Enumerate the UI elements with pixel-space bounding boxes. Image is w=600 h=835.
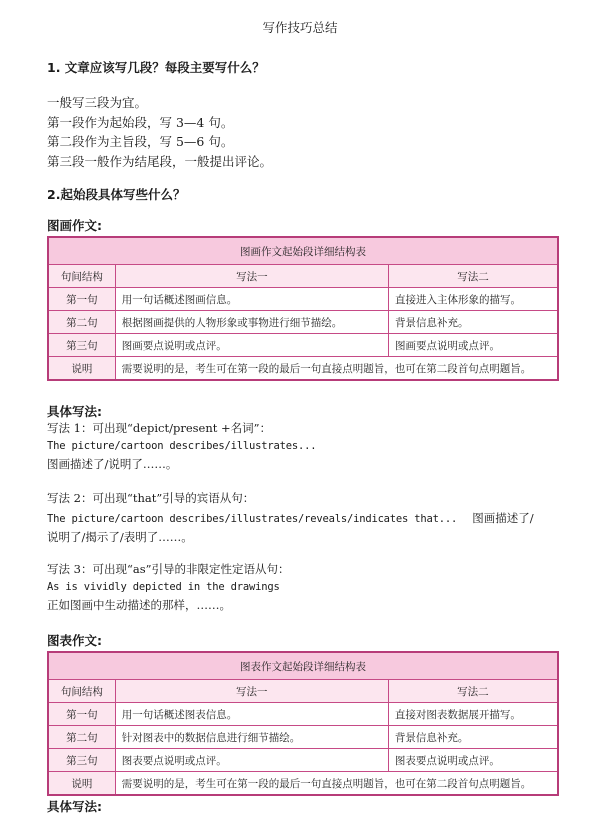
chart-essay-heading: 图表作文: xyxy=(47,633,102,648)
picture-structure-table xyxy=(47,236,559,381)
picture-essay-heading: 图画作文: xyxy=(47,218,102,233)
cell: 用一句话概述图画信息。 xyxy=(115,288,388,311)
table-row xyxy=(48,288,558,311)
table-row xyxy=(48,311,558,334)
table-header: 写法二 xyxy=(388,680,558,703)
question-1-answer xyxy=(47,93,272,171)
method-example: The picture/cartoon describes/illustrates/reveals/indicates that... xyxy=(47,513,458,525)
chart-methods-heading: 具体写法: xyxy=(47,799,102,814)
cell: 图表要点说明或点评。 xyxy=(115,749,388,772)
row-label: 第二句 xyxy=(48,311,115,334)
row-label: 第三句 xyxy=(48,334,115,357)
answer-line: 一般写三段为宜。 xyxy=(47,95,148,110)
method-3 xyxy=(47,560,290,614)
method-translation: 图画描述了/说明了……。 xyxy=(47,457,178,471)
row-label: 第一句 xyxy=(48,703,115,726)
note-cell: 需要说明的是，考生可在第一段的最后一句直接点明题旨，也可在第二段首句点明题旨。 xyxy=(115,772,558,796)
method-translation: 正如图画中生动描述的那样，……。 xyxy=(47,598,231,612)
table-row xyxy=(48,703,558,726)
cell: 用一句话概述图表信息。 xyxy=(115,703,388,726)
cell: 图画要点说明或点评。 xyxy=(389,334,558,357)
row-label: 说明 xyxy=(48,772,115,796)
chart-structure-table xyxy=(47,651,559,796)
row-label: 第三句 xyxy=(48,749,115,772)
table-row xyxy=(48,357,558,381)
answer-line: 第一段作为起始段，写 3—4 句。 xyxy=(47,114,234,130)
picture-methods-heading: 具体写法: xyxy=(47,404,102,419)
method-line: 写法 1：可出现“depict/present +名词”： xyxy=(47,421,272,435)
cell: 图画要点说明或点评。 xyxy=(115,334,388,357)
table-row xyxy=(48,772,558,796)
cell: 针对图表中的数据信息进行细节描绘。 xyxy=(115,726,388,749)
question-2-heading: 2.起始段具体写些什么？ xyxy=(47,187,186,202)
cell: 直接对图表数据展开描写。 xyxy=(388,703,558,726)
method-example: As is vividly depicted in the drawings xyxy=(47,581,280,593)
cell: 图表要点说明或点评。 xyxy=(388,749,558,772)
table-row xyxy=(48,726,558,749)
table-header: 句间结构 xyxy=(48,680,115,703)
row-label: 第二句 xyxy=(48,726,115,749)
method-2 xyxy=(47,489,534,546)
table-header: 句间结构 xyxy=(48,265,115,288)
cell: 根据图画提供的人物形象或事物进行细节描绘。 xyxy=(115,311,388,334)
table-row xyxy=(48,334,558,357)
document-title: 写作技巧总结 xyxy=(262,20,338,35)
cell: 背景信息补充。 xyxy=(388,726,558,749)
note-cell: 需要说明的是，考生可在第一段的最后一句直接点明题旨，也可在第二段首句点明题旨。 xyxy=(115,357,558,381)
table-header: 写法一 xyxy=(115,265,388,288)
answer-line: 第二段作为主旨段，写 5—6 句。 xyxy=(47,134,234,149)
method-translation: 说明了/揭示了/表明了……。 xyxy=(47,530,193,544)
question-1-heading: 1. 文章应该写几段？每段主要写什么？ xyxy=(47,60,265,75)
method-line: 写法 3：可出现“as”引导的非限定性定语从句： xyxy=(47,562,290,576)
method-translation: 图画描述了/ xyxy=(472,511,534,525)
table-caption: 图表作文起始段详细结构表 xyxy=(48,652,558,680)
cell: 直接进入主体形象的描写。 xyxy=(389,288,558,311)
method-example: The picture/cartoon describes/illustrates... xyxy=(47,440,317,452)
table-caption: 图画作文起始段详细结构表 xyxy=(48,237,558,265)
method-line: 写法 2：可出现“that”引导的宾语从句： xyxy=(47,491,255,505)
method-1 xyxy=(47,419,316,473)
table-row xyxy=(48,749,558,772)
table-header: 写法一 xyxy=(115,680,388,703)
row-label: 第一句 xyxy=(48,288,115,311)
cell: 背景信息补充。 xyxy=(389,311,558,334)
row-label: 说明 xyxy=(48,357,115,381)
table-header: 写法二 xyxy=(389,265,558,288)
answer-line: 第三段一般作为结尾段，一般提出评论。 xyxy=(47,153,273,169)
